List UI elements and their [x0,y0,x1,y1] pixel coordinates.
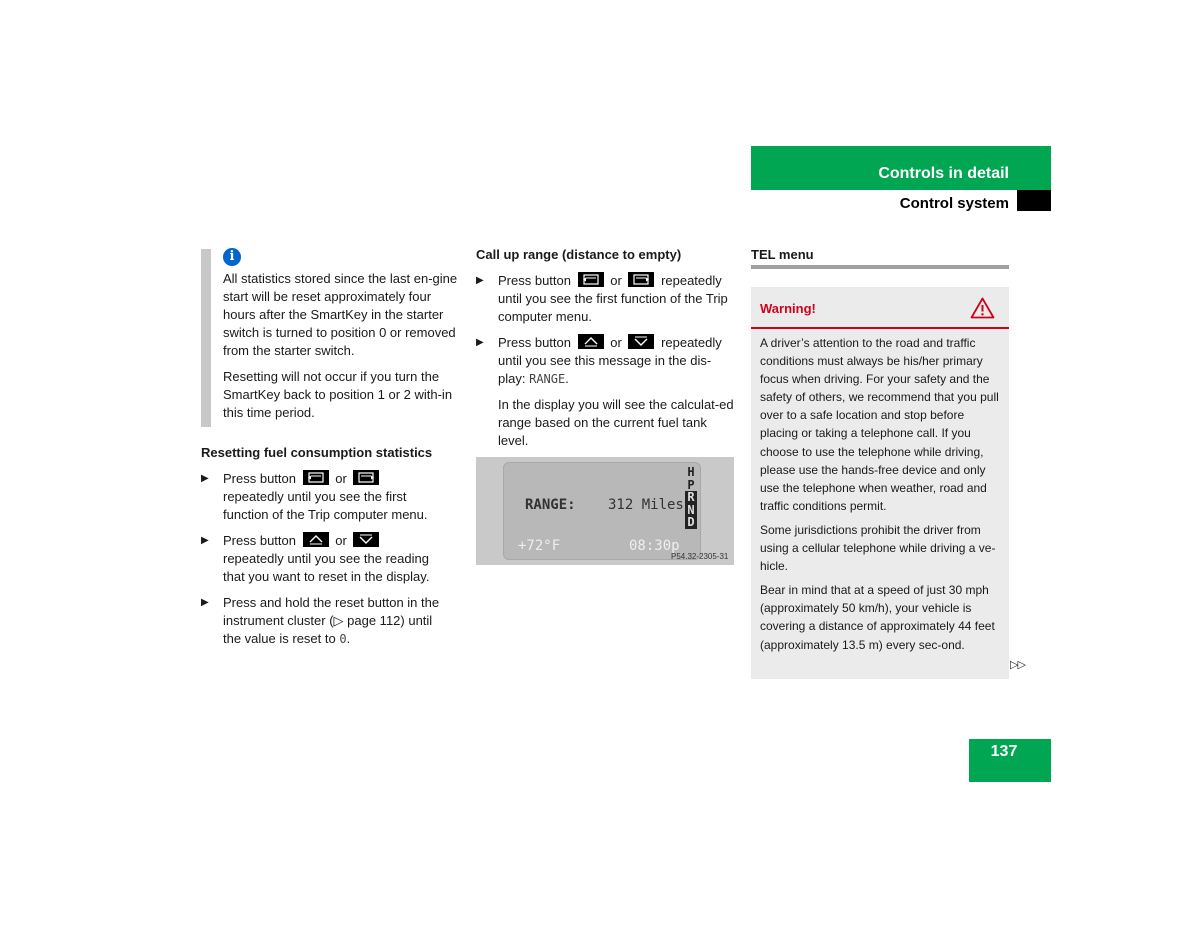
down-button-icon [628,334,654,349]
range-label: RANGE: [525,497,576,513]
range-heading: Call up range (distance to empty) [476,247,682,262]
note-text [223,270,461,422]
gear-indicator [685,466,697,529]
temperature-readout: +72°F [518,538,561,554]
bullet-arrow-icon: ▶ [201,535,209,546]
down-button-icon [353,532,379,547]
list-item: ▶ Press and hold the reset button in the instrument cluster (▷ page 112) until the value is reset to 0. [201,595,440,646]
time-readout: 08:30p [629,538,680,554]
list-item: ▶ Press button or repeatedly until you see the reading that you want to reset in the display. [201,533,430,584]
warning-triangle-icon [970,297,995,319]
gear-n: N [685,504,697,517]
display-right-button-icon [628,272,654,287]
range-steps [476,272,734,450]
bullet-arrow-icon: ▶ [476,275,484,286]
warning-title: Warning! [760,301,816,316]
display-left-button-icon [303,470,329,485]
list-item: ▶ Press button or repeatedly until you see the first function of the Trip computer menu. [476,273,728,324]
display-left-button-icon [578,272,604,287]
warning-text [760,334,1004,654]
note-paragraph: Resetting will not occur if you turn the SmartKey back to position 1 or 2 with-in this time period. [223,369,453,420]
gear-d: D [685,516,697,529]
image-code: P54.32-2305-31 [671,552,729,561]
list-item: ▶ Press button or repeatedly until you see this message in the dis-play: RANGE. [476,335,722,386]
display-right-button-icon [353,470,379,485]
header-marker [1017,190,1051,211]
list-item: ▶ Press button or repeatedly until you see the first function of the Trip computer menu. [201,471,428,522]
section-title: Controls in detail [878,165,1009,182]
info-icon: i [223,248,241,266]
subsection-title: Control system [899,195,1009,212]
continue-marker: ▷▷ [1010,659,1025,671]
reset-heading: Resetting fuel consumption statistics [201,445,433,460]
bullet-arrow-icon: ▶ [201,473,209,484]
range-value: 312 Miles [608,497,684,513]
reset-steps [201,470,441,656]
warning-paragraph: A driver’s attention to the road and traffic conditions must always be his/her primary focus when driving. For your safety and the safety of others, we recommend that you pull over to a safe location and stop before placing or taking a telephone call. If you choose to use the telephone while driving, please use the hands-free device and only use the telephone when weather, road and traffic conditions permit. [760,336,999,513]
gear-r: R [685,491,697,504]
gear-h: H [687,465,695,479]
up-button-icon [303,532,329,547]
warning-paragraph: Some jurisdictions prohibit the driver from using a cellular telephone while driving a ve-hicle. [760,522,996,574]
note-bar [201,249,211,427]
warning-rule [751,327,1009,329]
bullet-arrow-icon: ▶ [201,597,209,608]
note-paragraph: All statistics stored since the last en-gine start will be reset approximately four hours after the SmartKey in the starter switch is turned to position 0 or removed from the starter switch. [223,271,458,358]
page-number: 137 [990,743,1018,760]
gear-p: P [687,477,695,492]
bullet-arrow-icon: ▶ [476,337,484,348]
tel-heading: TEL menu [751,247,814,262]
up-button-icon [578,334,604,349]
tel-rule [751,265,1009,269]
warning-paragraph: Bear in mind that at a speed of just 30 mph (approximately 50 km/h), your vehicle is covering a distance of approximately 44 feet (approximately 13.5 m) every sec-ond. [760,583,995,652]
range-followup: In the display you will see the calculat-ed range based on the current fuel tank level. [498,397,734,448]
